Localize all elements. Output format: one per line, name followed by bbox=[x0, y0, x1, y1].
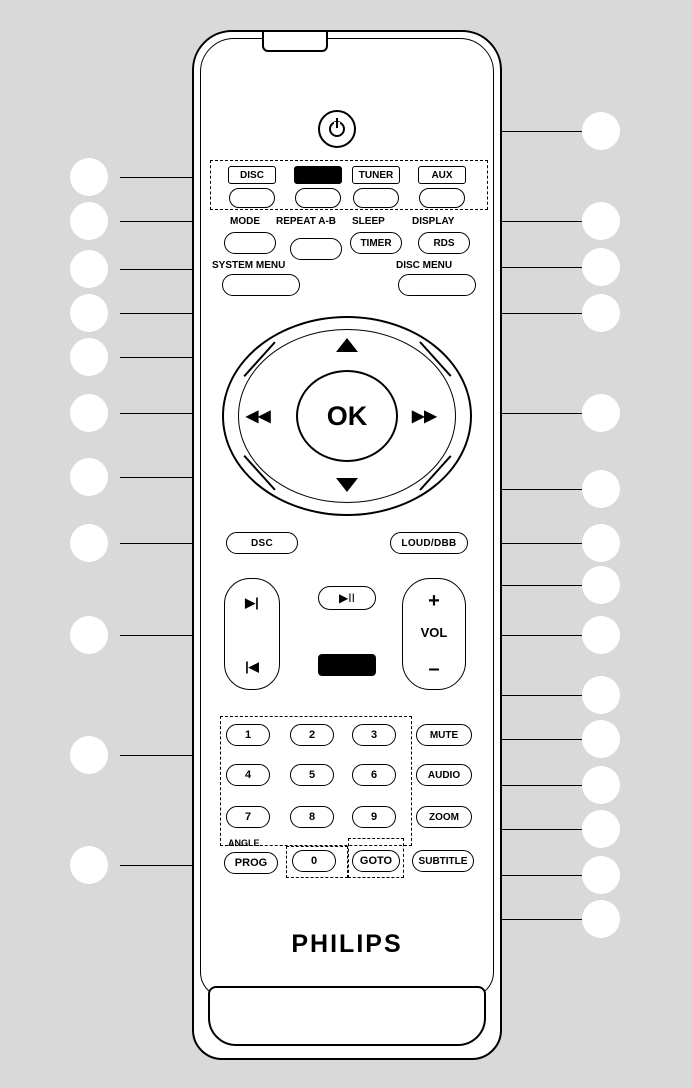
repeat-ab-button[interactable] bbox=[290, 238, 342, 260]
key-4[interactable]: 4 bbox=[226, 764, 270, 786]
callout-bullet-left-5 bbox=[70, 338, 108, 376]
callout-bullet-right-2 bbox=[582, 202, 620, 240]
key-2[interactable]: 2 bbox=[290, 724, 334, 746]
source-blank-button-pad[interactable] bbox=[295, 188, 341, 208]
timer-label: TIMER bbox=[360, 237, 392, 249]
loud-dbb-button[interactable]: LOUD/DBB bbox=[390, 532, 468, 554]
rds-button[interactable] bbox=[418, 232, 470, 254]
callout-bullet-right-14 bbox=[582, 856, 620, 894]
volume-label: VOL bbox=[420, 625, 448, 640]
timer-button[interactable] bbox=[350, 232, 402, 254]
key-6[interactable]: 6 bbox=[352, 764, 396, 786]
disc-button-pad[interactable] bbox=[229, 188, 275, 208]
volume-up-button[interactable]: + bbox=[428, 590, 440, 612]
mute-button[interactable]: MUTE bbox=[416, 724, 472, 746]
stop-button[interactable] bbox=[318, 654, 376, 676]
callout-bullet-right-7 bbox=[582, 524, 620, 562]
audio-button[interactable]: AUDIO bbox=[416, 764, 472, 786]
zoom-button[interactable]: ZOOM bbox=[416, 806, 472, 828]
callout-bullet-right-1 bbox=[582, 112, 620, 150]
nav-down-button[interactable] bbox=[336, 478, 358, 492]
power-icon bbox=[329, 121, 345, 137]
next-track-button[interactable]: ▶| bbox=[245, 595, 259, 610]
angle-label: ANGLE bbox=[228, 838, 260, 848]
key-9[interactable]: 9 bbox=[352, 806, 396, 828]
source-blank-button[interactable] bbox=[294, 166, 342, 184]
callout-bullet-right-13 bbox=[582, 810, 620, 848]
callout-bullet-right-11 bbox=[582, 720, 620, 758]
key-0[interactable]: 0 bbox=[292, 850, 336, 872]
volume-rocker[interactable] bbox=[402, 578, 466, 690]
mode-button[interactable] bbox=[224, 232, 276, 254]
prog-button[interactable]: PROG bbox=[224, 852, 278, 874]
volume-down-button[interactable]: – bbox=[428, 658, 440, 680]
dsc-button[interactable]: DSC bbox=[226, 532, 298, 554]
key-3[interactable]: 3 bbox=[352, 724, 396, 746]
nav-up-button[interactable] bbox=[336, 338, 358, 352]
key-1[interactable]: 1 bbox=[226, 724, 270, 746]
callout-bullet-left-8 bbox=[70, 524, 108, 562]
play-pause-button[interactable]: ▶II bbox=[318, 586, 376, 610]
callout-bullet-right-6 bbox=[582, 470, 620, 508]
tuner-button[interactable]: TUNER bbox=[352, 166, 400, 184]
navigation-ring[interactable] bbox=[222, 316, 472, 516]
callout-bullet-left-4 bbox=[70, 294, 108, 332]
callout-bullet-right-10 bbox=[582, 676, 620, 714]
prev-track-button[interactable]: |◀ bbox=[245, 659, 259, 674]
goto-button[interactable]: GOTO bbox=[352, 850, 400, 872]
callout-bullet-right-3 bbox=[582, 248, 620, 286]
callout-bullet-left-3 bbox=[70, 250, 108, 288]
callout-bullet-right-5 bbox=[582, 394, 620, 432]
callout-bullet-right-12 bbox=[582, 766, 620, 804]
callout-bullet-right-4 bbox=[582, 294, 620, 332]
tuner-button-pad[interactable] bbox=[353, 188, 399, 208]
nav-right-button[interactable]: ▶▶ bbox=[412, 408, 437, 425]
key-8[interactable]: 8 bbox=[290, 806, 334, 828]
disc-menu-button[interactable] bbox=[398, 274, 476, 296]
callout-bullet-right-9 bbox=[582, 616, 620, 654]
ir-emitter-window bbox=[262, 30, 328, 52]
key-7[interactable]: 7 bbox=[226, 806, 270, 828]
disc-menu-label: DISC MENU bbox=[396, 260, 453, 271]
callout-bullet-left-6 bbox=[70, 394, 108, 432]
callout-bullet-right-8 bbox=[582, 566, 620, 604]
skip-rocker[interactable] bbox=[224, 578, 280, 690]
brand-logo: PHILIPS bbox=[291, 930, 403, 958]
repeat-ab-label: REPEAT A-B bbox=[276, 216, 336, 227]
system-menu-button[interactable] bbox=[222, 274, 300, 296]
remote-bottom-lip bbox=[208, 986, 486, 1046]
display-label: DISPLAY bbox=[412, 216, 455, 227]
callout-bullet-left-10 bbox=[70, 736, 108, 774]
callout-bullet-left-2 bbox=[70, 202, 108, 240]
ok-button[interactable]: OK bbox=[296, 370, 398, 462]
callout-bullet-left-7 bbox=[70, 458, 108, 496]
subtitle-button[interactable]: SUBTITLE bbox=[412, 850, 474, 872]
rds-label: RDS bbox=[433, 237, 455, 249]
power-button[interactable] bbox=[318, 110, 356, 148]
aux-button[interactable]: AUX bbox=[418, 166, 466, 184]
callout-bullet-left-11 bbox=[70, 846, 108, 884]
sleep-label: SLEEP bbox=[352, 216, 385, 227]
key-5[interactable]: 5 bbox=[290, 764, 334, 786]
system-menu-label: SYSTEM MENU bbox=[212, 260, 286, 271]
mode-label: MODE bbox=[230, 216, 260, 227]
callout-bullet-left-9 bbox=[70, 616, 108, 654]
disc-button[interactable]: DISC bbox=[228, 166, 276, 184]
aux-button-pad[interactable] bbox=[419, 188, 465, 208]
nav-left-button[interactable]: ◀◀ bbox=[246, 408, 271, 425]
callout-bullet-right-15 bbox=[582, 900, 620, 938]
callout-bullet-left-1 bbox=[70, 158, 108, 196]
